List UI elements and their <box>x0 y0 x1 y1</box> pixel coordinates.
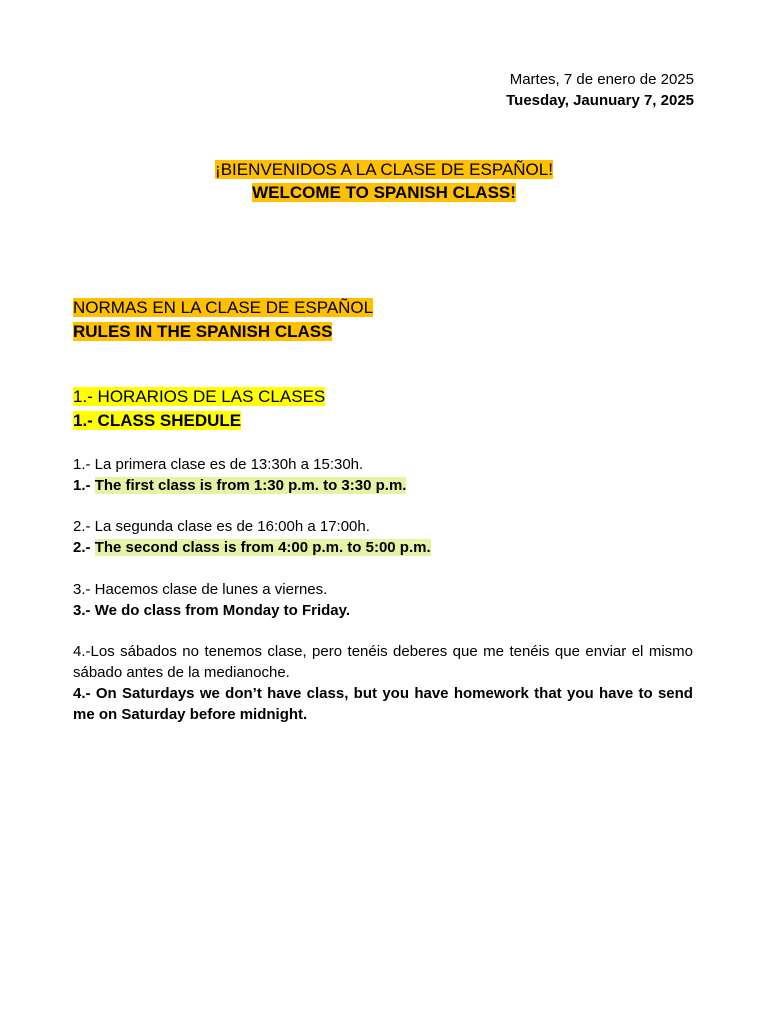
rule-4-english <box>73 683 693 725</box>
rule-3-english <box>73 600 693 621</box>
rule-2-spanish: 2.- La segunda clase es de 16:00h a 17:00h. <box>73 518 370 535</box>
rule-4-english-text: On Saturdays we don’t have class, but you have homework that you have to send me on Saturday before midnight. <box>73 685 693 723</box>
welcome-title-english <box>0 182 768 204</box>
date-spanish: Martes, 7 de enero de 2025 <box>509 71 694 88</box>
section-heading-english-text: 1.- CLASS SHEDULE <box>73 411 242 430</box>
rule-1-spanish: 1.- La primera clase es de 13:30h a 15:30h. <box>73 456 364 473</box>
rules-heading-spanish-text: NORMAS EN LA CLASE DE ESPAÑOL <box>73 298 374 317</box>
rule-3-number: 3.- <box>73 602 95 619</box>
rule-3-english-text: We do class from Monday to Friday. <box>94 602 351 619</box>
rule-2-english-text: The second class is from 4:00 p.m. to 5:00 p.m. <box>94 539 431 556</box>
rules-heading-spanish <box>73 297 373 319</box>
rule-4-number: 4.- <box>73 685 96 702</box>
rule-4-spanish: 4.-Los sábados no tenemos clase, pero tenéis deberes que me tenéis que enviar el mismo sábado antes de la medianoche. <box>73 643 693 681</box>
welcome-title-spanish <box>0 159 768 181</box>
section-heading-english <box>73 410 241 432</box>
rules-heading-english-text: RULES IN THE SPANISH CLASS <box>73 322 333 341</box>
rule-1-english-text: The first class is from 1:30 p.m. to 3:30 p.m. <box>94 477 407 494</box>
rule-2-english <box>73 537 693 558</box>
welcome-title-english-text: WELCOME TO SPANISH CLASS! <box>252 183 516 202</box>
rule-3-spanish: 3.- Hacemos clase de lunes a viernes. <box>73 581 328 598</box>
section-heading-spanish <box>73 386 325 408</box>
rule-1-english <box>73 475 693 496</box>
rule-1-number: 1.- <box>73 477 95 494</box>
welcome-title-spanish-text: ¡BIENVENIDOS A LA CLASE DE ESPAÑOL! <box>215 160 553 179</box>
rule-2-number: 2.- <box>73 539 95 556</box>
rules-heading-english <box>73 321 332 343</box>
date-english: Tuesday, Jaunuary 7, 2025 <box>506 92 694 109</box>
section-heading-spanish-text: 1.- HORARIOS DE LAS CLASES <box>73 387 326 406</box>
